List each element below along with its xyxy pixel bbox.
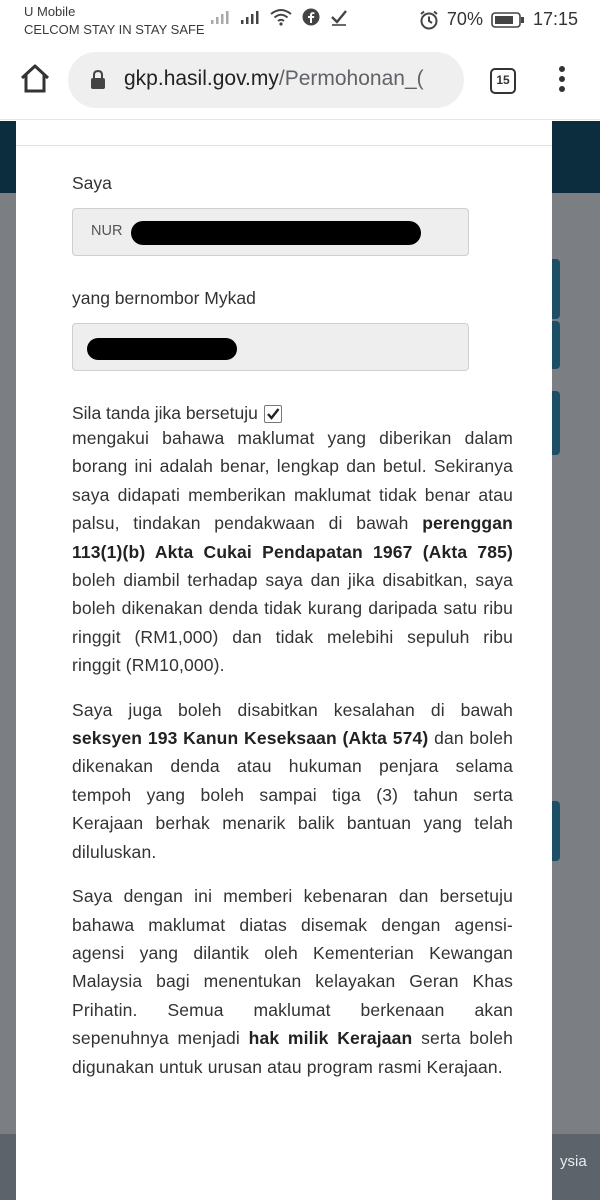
alarm-icon: [419, 10, 439, 30]
signal-icon: [210, 9, 230, 25]
saya-label: Saya: [72, 173, 112, 193]
battery-icon: [491, 11, 525, 29]
mykad-label: yang bernombor Mykad: [72, 288, 256, 308]
mykad-field[interactable]: [72, 323, 469, 371]
para1-text: mengakui bahawa maklumat yang diberikan dalam borang ini adalah benar, lengkap dan betul. Sekiranya saya didapati memberikan maklumat tidak benar atau palsu, tindakan pendakwaan di bawah: [72, 428, 513, 534]
para3-emphasis: hak milik Kerajaan: [248, 1028, 413, 1049]
agree-label: Sila tanda jika bersetuju: [72, 403, 258, 423]
para3-text-end: serta boleh digunakan untuk urusan atau program rasmi Kerajaan.: [72, 1028, 513, 1077]
checkmark-icon: [266, 407, 280, 421]
declaration-paragraph-1: [72, 424, 513, 680]
facebook-icon: [302, 8, 320, 26]
address-bar[interactable]: [68, 52, 464, 108]
home-icon[interactable]: [18, 62, 52, 96]
status-right: [419, 9, 578, 30]
footer-text: ysia: [560, 1153, 587, 1170]
carrier-name-secondary: CELCOM STAY IN STAY SAFE: [24, 22, 205, 37]
para2-text-end: dan boleh dikenakan denda atau hukuman penjara selama tempoh yang boleh sampai tiga (3) tahun serta Kerajaan berhak menarik balik bantuan yang telah diluluskan.: [72, 728, 513, 862]
name-field[interactable]: [72, 208, 469, 256]
status-bar: [0, 0, 600, 44]
redaction-mark: [87, 338, 237, 360]
browser-toolbar: [0, 44, 600, 120]
url-host: gkp.hasil.gov.my: [124, 67, 279, 90]
para3-text: Saya dengan ini memberi kebenaran dan bersetuju bahawa maklumat diatas disemak dengan agensi-agensi yang dilantik oleh Kementerian Kewangan Malaysia bagi menentukan kelayakan Geran Khas Prihatin. Semua maklumat berkenaan akan sepenuhnya menjadi: [72, 886, 513, 1049]
check-icon: [330, 8, 348, 26]
status-icons: [210, 8, 348, 26]
agree-checkbox[interactable]: [264, 405, 282, 423]
declaration-form: [72, 173, 513, 1081]
tab-switcher-button[interactable]: 15: [490, 68, 516, 94]
url-text: [124, 67, 424, 91]
signal-icon: [240, 9, 260, 25]
declaration-modal: [16, 121, 552, 1200]
modal-divider: [16, 145, 552, 146]
overflow-menu-button[interactable]: [554, 66, 570, 98]
name-value: NUR: [91, 223, 123, 239]
battery-percent: 70%: [446, 9, 483, 29]
para2-law-reference: seksyen 193 Kanun Keseksaan (Akta 574): [72, 728, 429, 749]
para1-text-end: boleh diambil terhadap saya dan jika disabitkan, saya boleh dikenakan denda tidak kurang daripada satu ribu ringgit (RM1,000) dan tidak melebihi sepuluh ribu ringgit (RM10,000).: [72, 570, 513, 676]
clock: 17:15: [532, 9, 578, 29]
para1-law-reference: perenggan 113(1)(b) Akta Cukai Pendapatan 1967 (Akta 785): [72, 513, 513, 562]
declaration-paragraph-3: [72, 882, 513, 1081]
declaration-paragraph-2: [72, 696, 513, 866]
wifi-icon: [270, 8, 292, 26]
carrier-name: U Mobile: [24, 4, 76, 19]
redaction-mark: [131, 221, 421, 245]
agree-row: [72, 403, 513, 424]
lock-icon: [90, 70, 106, 90]
url-path: /Permohonan_(: [278, 67, 424, 90]
para2-text: Saya juga boleh disabitkan kesalahan di bawah: [72, 699, 513, 720]
